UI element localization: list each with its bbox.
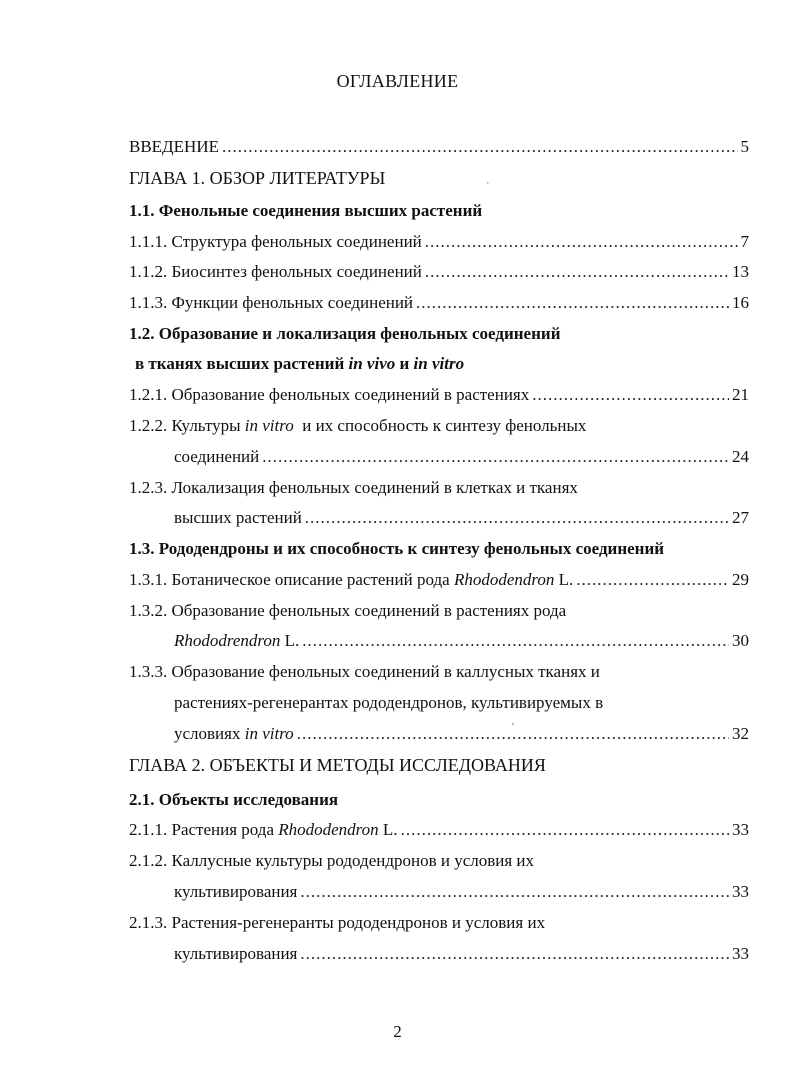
leader-dots xyxy=(300,943,729,965)
in-vitro-term: in vitro xyxy=(244,724,294,743)
toc-entry-intro[interactable] xyxy=(129,136,749,158)
entry-prefix: условиях xyxy=(174,724,241,743)
entry-conj: и xyxy=(399,354,410,373)
entry-page: 13 xyxy=(732,262,749,281)
leader-dots xyxy=(401,819,729,841)
entry-text-cont: культивирования xyxy=(174,882,298,901)
leader-dots xyxy=(532,384,729,406)
toc-entry-2-1-1[interactable] xyxy=(129,819,749,841)
toc-entry-2-1-3[interactable] xyxy=(129,912,545,934)
page-title: ОГЛАВЛЕНИЕ xyxy=(336,71,459,91)
toc-section-1-2-cont[interactable] xyxy=(135,353,464,375)
entry-suffix: L. xyxy=(382,820,398,839)
entry-text: 1.3. Рододендроны и их способность к синтезу фенольных соединений xyxy=(129,539,665,558)
entry-text: 1.3.3. Образование фенольных соединений в каллусных тканях и xyxy=(129,662,600,681)
in-vitro-term: in vitro xyxy=(413,354,465,373)
entry-page: 30 xyxy=(732,631,749,650)
toc-entry-1-3-3[interactable] xyxy=(129,661,600,683)
toc-entry-1-3-3-line3[interactable] xyxy=(174,723,749,745)
entry-text-cont: высших растений xyxy=(174,508,302,527)
entry-prefix: 2.1.1. Растения рода xyxy=(129,820,274,839)
entry-text-cont xyxy=(174,630,299,652)
entry-suffix: L. xyxy=(284,631,300,650)
entry-prefix: в тканях высших растений xyxy=(135,354,345,373)
entry-suffix: и их способность к синтезу фенольных xyxy=(302,416,587,435)
toc-entry-1-1-2[interactable] xyxy=(129,261,749,283)
entry-suffix: L. xyxy=(558,570,574,589)
entry-text-cont: соединений xyxy=(174,447,260,466)
toc-entry-2-1-3-cont[interactable] xyxy=(174,943,749,965)
leader-dots xyxy=(305,507,729,529)
leader-dots xyxy=(302,630,729,652)
entry-text: 1.1. Фенольные соединения высших растений xyxy=(129,201,483,220)
toc-entry-1-2-2-cont[interactable] xyxy=(174,446,749,468)
entry-page: 5 xyxy=(740,137,749,156)
leader-dots xyxy=(300,881,729,903)
entry-page: 33 xyxy=(732,882,749,901)
entry-text xyxy=(129,819,398,841)
toc-entry-2-1-2[interactable] xyxy=(129,850,534,872)
stray-mark: ' xyxy=(512,722,514,733)
toc-entry-1-2-3-cont[interactable] xyxy=(174,507,749,529)
entry-text-cont: культивирования xyxy=(174,944,298,963)
entry-text-cont xyxy=(174,723,294,745)
leader-dots xyxy=(222,136,738,158)
leader-dots xyxy=(262,446,729,468)
entry-text: ГЛАВА 2. ОБЪЕКТЫ И МЕТОДЫ ИССЛЕДОВАНИЯ xyxy=(129,755,546,775)
toc-entry-1-2-3[interactable] xyxy=(129,477,578,499)
toc-entry-1-3-2[interactable] xyxy=(129,600,566,622)
toc-entry-1-1-3[interactable] xyxy=(129,292,749,314)
entry-text xyxy=(129,415,586,437)
in-vitro-term: in vitro xyxy=(244,416,294,435)
entry-page: 29 xyxy=(732,570,749,589)
entry-text: ВВЕДЕНИЕ xyxy=(129,137,219,156)
toc-entry-1-1-1[interactable] xyxy=(129,231,749,253)
entry-page: 24 xyxy=(732,447,749,466)
toc-chapter-1[interactable] xyxy=(129,167,385,189)
entry-text: 1.2. Образование и локализация фенольных соединений xyxy=(129,324,561,343)
entry-text: 2.1. Объекты исследования xyxy=(129,790,339,809)
entry-text: 1.2.3. Локализация фенольных соединений в клетках и тканях xyxy=(129,478,578,497)
toc-section-1-3[interactable] xyxy=(129,538,664,560)
entry-text: 1.2.1. Образование фенольных соединений в растениях xyxy=(129,385,530,404)
entry-text xyxy=(129,569,573,591)
leader-dots xyxy=(425,231,738,253)
entry-page: 7 xyxy=(740,232,749,251)
toc-entry-2-1-2-cont[interactable] xyxy=(174,881,749,903)
entry-text-cont: растениях-регенерантах рододендронов, культивируемых в xyxy=(174,693,604,712)
toc-section-2-1[interactable] xyxy=(129,789,338,811)
entry-prefix: 1.3.1. Ботаническое описание растений рода xyxy=(129,570,450,589)
in-vivo-term: in vivo xyxy=(348,354,396,373)
leader-dots xyxy=(416,292,729,314)
genus-term: Rhododendron xyxy=(453,570,555,589)
entry-text: 2.1.3. Растения-регенеранты рододендронов и условия их xyxy=(129,913,546,932)
entry-text: 1.1.1. Структура фенольных соединений xyxy=(129,232,422,251)
toc-entry-1-3-3-line2[interactable] xyxy=(174,692,603,714)
leader-dots xyxy=(576,569,729,591)
entry-page: 33 xyxy=(732,820,749,839)
entry-text: 1.1.3. Функции фенольных соединений xyxy=(129,293,414,312)
entry-text: 1.3.2. Образование фенольных соединений в растениях рода xyxy=(129,601,567,620)
page-number: 2 xyxy=(393,1022,402,1041)
stray-mark: ` xyxy=(486,182,490,193)
entry-text: 1.1.2. Биосинтез фенольных соединений xyxy=(129,262,422,281)
entry-prefix: 1.2.2. Культуры xyxy=(129,416,241,435)
entry-page: 32 xyxy=(732,724,749,743)
toc-entry-1-2-1[interactable] xyxy=(129,384,749,406)
toc-section-1-2[interactable] xyxy=(129,323,560,345)
toc-entry-1-2-2[interactable] xyxy=(129,415,586,437)
toc-entry-1-3-2-cont[interactable] xyxy=(174,630,749,652)
genus-term: Rhododrendron xyxy=(174,631,281,650)
entry-page: 27 xyxy=(732,508,749,527)
toc-section-1-1[interactable] xyxy=(129,200,482,222)
entry-text: 2.1.2. Каллусные культуры рододендронов и условия их xyxy=(129,851,535,870)
entry-text: ГЛАВА 1. ОБЗОР ЛИТЕРАТУРЫ xyxy=(129,168,386,188)
entry-text-cont xyxy=(135,353,464,375)
leader-dots xyxy=(297,723,729,745)
entry-page: 21 xyxy=(732,385,749,404)
genus-term: Rhododendron xyxy=(278,820,379,839)
entry-page: 16 xyxy=(732,293,749,312)
toc-chapter-2[interactable] xyxy=(129,754,546,776)
entry-page: 33 xyxy=(732,944,749,963)
leader-dots xyxy=(425,261,729,283)
toc-entry-1-3-1[interactable] xyxy=(129,569,749,591)
